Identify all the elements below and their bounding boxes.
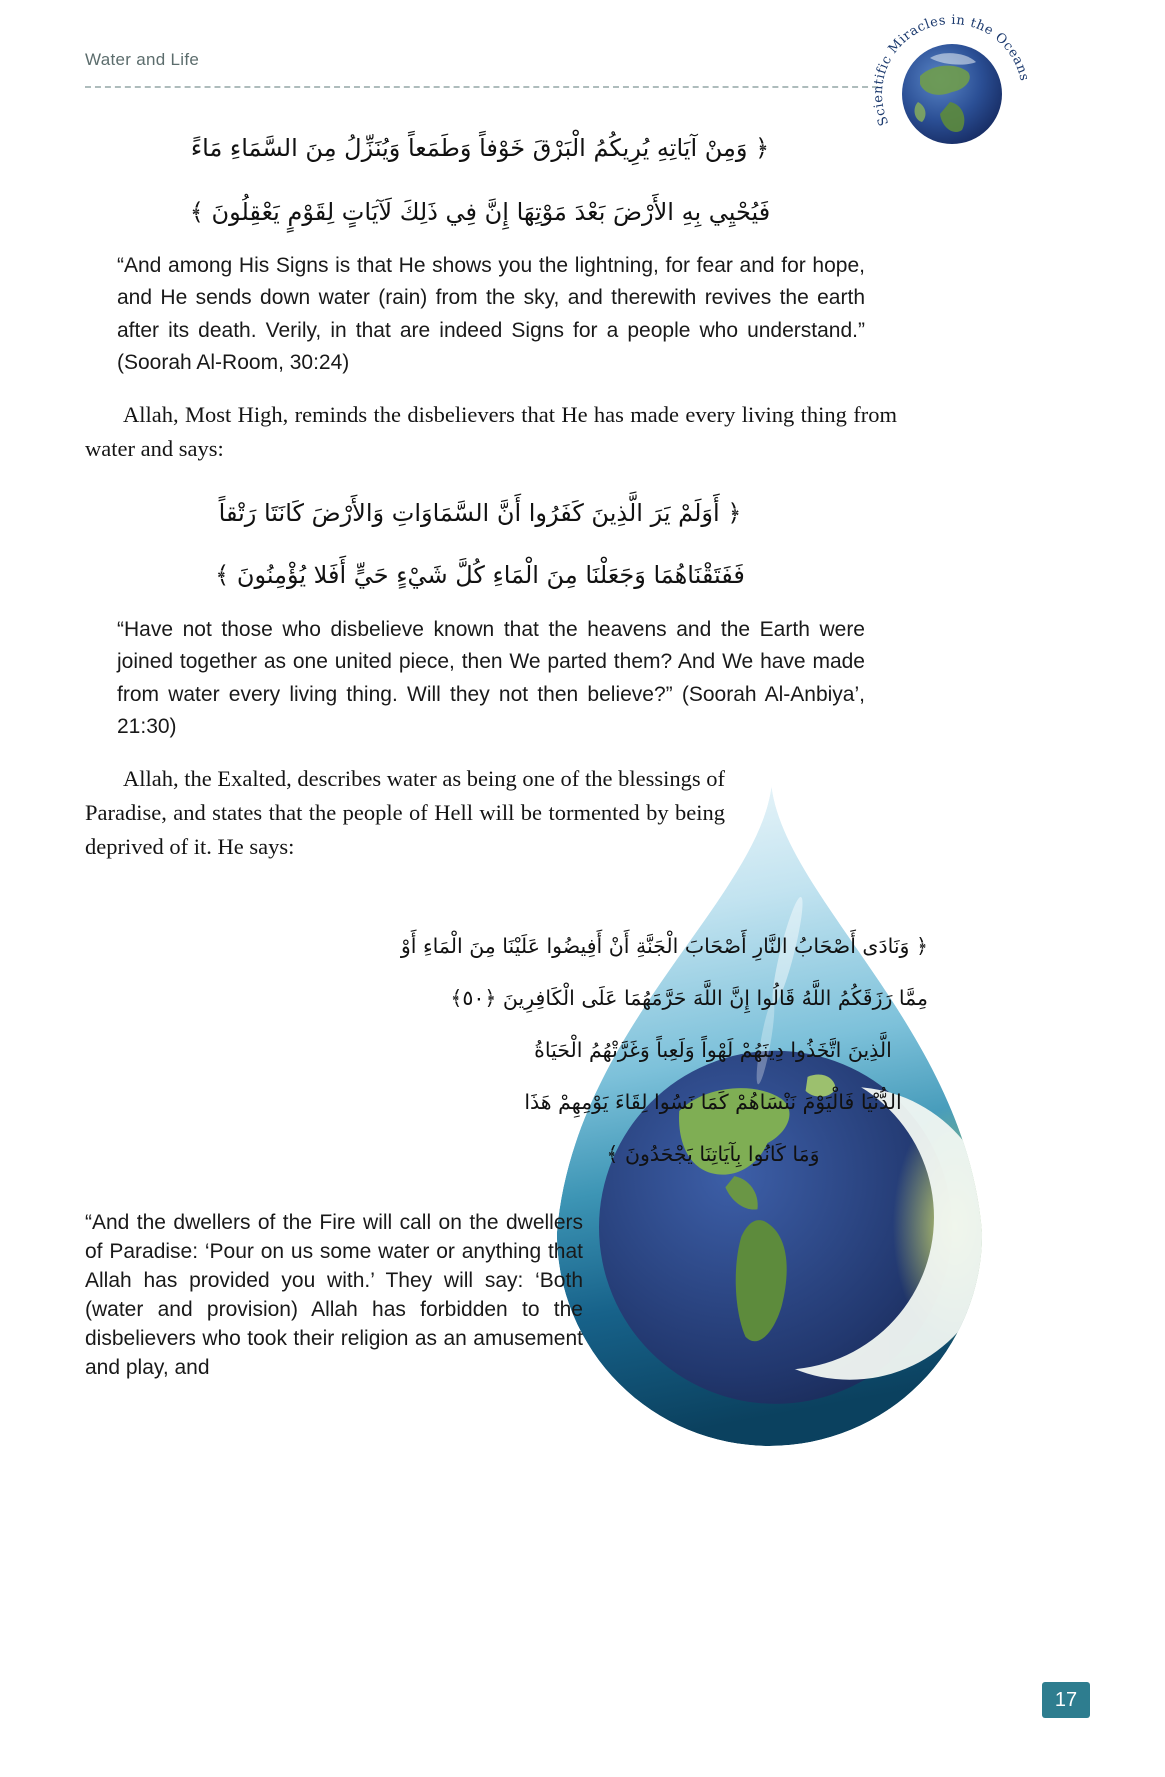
verse-line: فَفَتَقْنَاهُمَا وَجَعَلْنَا مِنَ الْمَاءِ كُلَّ شَيْءٍ حَيٍّ أَفَلا يُؤْمِنُونَ ﴾ — [215, 561, 745, 589]
verse-2-translation: “Have not those who disbelieve known that the heavens and the Earth were joined together as one united piece, then We parted them? And We have made from water every living thing. Will they not then believe?” (Soorah Al-Anbiya’, 21:30) — [117, 618, 865, 739]
verse-1-translation: “And among His Signs is that He shows you the lightning, for fear and for hope, and He sends down water (rain) from the sky, and therewith revives the earth after its death. Verily, in that are indeed Signs for a people who understand.” (Soorah Al-Room, 30:24) — [117, 254, 865, 375]
verse-line: الدُّنْيَا فَالْيَوْمَ نَنْسَاهُمْ كَمَا نَسُوا لِقَاءَ يَوْمِهِمْ هَذَا — [524, 1090, 902, 1114]
verse-3-translation: “And the dwellers of the Fire will call on the dwellers of Paradise: ‘Pour on us some water or anything that Allah has provided you with.’ They will say: ‘Both (water and provision) Allah has forbidden to the disbelievers who took their religion as an amusement and play, and — [85, 1211, 583, 1379]
verse-line: وَمَا كَانُوا بِآيَاتِنَا يَجْحَدُونَ ﴾ — [606, 1142, 820, 1166]
verse-line: الَّذِينَ اتَّخَذُوا دِينَهُمْ لَهْواً وَلَعِباً وَغَرَّتْهُمُ الْحَيَاةُ — [534, 1038, 892, 1062]
verse-line: ﴿ وَمِنْ آيَاتِهِ يُرِيكُمُ الْبَرْقَ خَوْفاً وَطَمَعاً وَيُنَزِّلُ مِنَ السَّمَاءِ مَاءً — [190, 134, 770, 162]
page-number: 17 — [1054, 1688, 1078, 1711]
verse-line: فَيُحْيِي بِهِ الأَرْضَ بَعْدَ مَوْتِهَا إِنَّ فِي ذَلِكَ لَآيَاتٍ لِقَوْمٍ يَعْقِلُونَ ﴾ — [189, 198, 771, 226]
logo-caption: Scientific Miracles in the Oceans — [870, 12, 1032, 128]
scientific-miracles-logo-icon — [868, 6, 1036, 166]
verse-line: ﴿ أَوَلَمْ يَرَ الَّذِينَ كَفَرُوا أَنَّ السَّمَاوَاتِ وَالأَرْضَ كَانَتَا رَتْقاً — [218, 499, 742, 527]
verse-line: مِمَّا رَزَقَكُمُ اللَّهُ قَالُوا إِنَّ اللَّهَ حَرَّمَهُمَا عَلَى الْكَافِرِينَ ﴿٥٠﴾ — [450, 986, 928, 1010]
page-number-badge — [1042, 1682, 1090, 1718]
body-paragraph-1: Allah, Most High, reminds the disbelievers that He has made every living thing from water and says: — [85, 402, 897, 461]
verse-line: ﴿ وَنَادَى أَصْحَابُ النَّارِ أَصْحَابَ الْجَنَّةِ أَنْ أَفِيضُوا عَلَيْنَا مِنَ الْمَاءِ أَوْ — [400, 934, 928, 958]
page-header-title: Water and Life — [85, 50, 200, 69]
body-paragraph-2: Allah, the Exalted, describes water as being one of the blessings of Paradise, and states that the people of Hell will be tormented by being deprived of it. He says: — [85, 766, 725, 859]
header-divider — [85, 86, 878, 88]
quran-verse-1 — [150, 116, 810, 244]
quran-verse-3 — [400, 920, 928, 1180]
quran-verse-2 — [150, 482, 810, 606]
